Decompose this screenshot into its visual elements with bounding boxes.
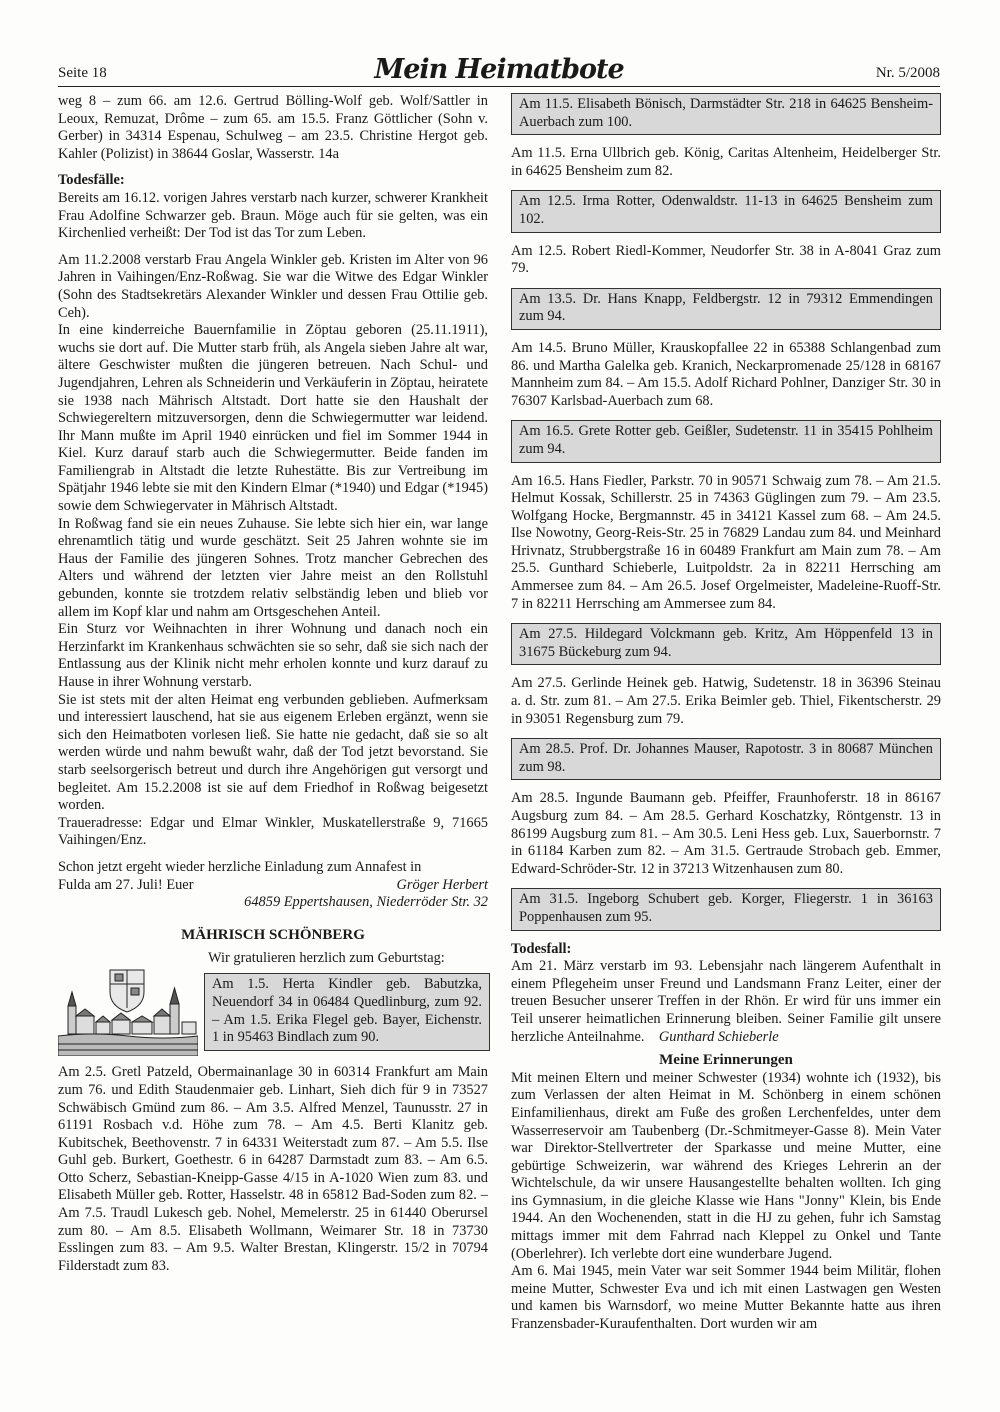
- obituary-leiter-signer: Gunthard Schieberle: [658, 1028, 779, 1045]
- intro-birthdays: weg 8 – zum 66. am 12.6. Gertrud Bölling-Wolf geb. Wolf/Sattler in Leoux, Remuzat, Drôme – zum 65. am 15.5. Franz Göttlicher (Sohn v. Gerber) in 34314 Espenau, Schulweg – am 23.5. Christine Hergot geb. Kahler (Polizist) in 38644 Goslar, Wasserstr. 14a: [58, 93, 488, 162]
- erinnerungen-paragraph-1: Mit meinen Eltern und meiner Schwester (1934) wohnte ich (1932), bis zum Verlassen der alten Heimat in M. Schönberg in einem schönen Einfamilienhaus, direkt am Fuße des großen Lerchenfeldes, unter dem Wasserreservoir am Taubenberg (Dr.-Schmitmeyer-Gasse 8). Mein Vater war Direktor-Stellvertreter der Sparkasse und meine Mutter, eine gebürtige Schweizerin, war während des Krieges Lehrerin an der Wichtelschule, da wir unsere Hausangestellte behalten wollten. Ich ging ins Gymnasium, in die gleiche Klasse wie Hans "Jonny" Klein, bis Ende 1944. An den Wochenenden, statt in die HJ zu gehen, fuhr ich Samstag mittags immer mit dem Fahrrad nach Kleppel zu Onkel und Tante (Oberlehrer). Ich verlebte dort eine wunderbare Jugend.: [511, 1069, 941, 1262]
- masthead-title: Mein Heimatbote: [374, 54, 624, 85]
- obituary-winkler-intro: Am 11.2.2008 verstarb Frau Angela Winkler geb. Kristen im Alter von 96 Jahren in Vaihingen/Enz-Roßwag. Sie war die Witwe des Edgar Winkler (Sohn des Stadtsekretärs Alexander Winkler und dessen Frau Ottilie geb. Ceh).: [58, 251, 488, 321]
- obituary-winkler-rosswag: In Roßwag fand sie ein neues Zuhause. Sie lebte sich hier ein, war lange ehrenamtlich tätig und wurde geschätzt. Seit 25 Jahren wohnte sie im Haus der Familie des jüngeren Sohnes. Trotz mancher Gebrechen des Alters und während der letzten vier Jahre meist an den Rollstuhl gebunden, konnte sie trotzdem relativ selbständig leben und blieb vor allem im Kopf klar und nahm am Ortsgeschehen Anteil.: [58, 515, 488, 620]
- birthday-box-rotter-grete: Am 16.5. Grete Rotter geb. Geißler, Sudetenstr. 11 in 35415 Pohlheim zum 94.: [511, 420, 941, 462]
- birthday-box-volckmann: Am 27.5. Hildegard Volckmann geb. Kritz, Am Höppenfeld 13 in 31675 Bückeburg zum 94.: [511, 623, 941, 665]
- todesfall-heading: Todesfall:: [511, 940, 572, 957]
- left-column: [58, 93, 488, 1275]
- erinnerungen-paragraph-2: Am 6. Mai 1945, mein Vater war seit Sommer 1944 beim Militär, flohen meine Mutter, Schwester Eva und ich mit einen Lastwagen gen Westen und kamen bis Warnsdorf, wo meine Mutter Bekannte hatte aus ihren Franzensbader-Kuraufenthalten. Dort wurden wir am: [511, 1263, 941, 1333]
- birthdays-may-list: Am 2.5. Gretl Patzeld, Obermainanlage 30 in 60314 Frankfurt am Main zum 76. und Edith Staudenmaier geb. Linhart, Sieh dich für 9 in 73527 Schwäbisch Gmünd zum 86. – Am 3.5. Alfred Menzel, Taunusstr. 27 in 61191 Rosbach v.d. Höhe zum 78. – Am 4.5. Berti Klanitz geb. Kubitschek, Beethovenstr. 7 in 64331 Weiterstadt zum 87. – Am 5.5. Ilse Guhl geb. Burkert, Goethestr. 6 in 64287 Darmstadt zum 83. – Am 6.5. Otto Scherz, Sebastian-Kneipp-Gasse 4/15 in A-1020 Wien zum 83. und Elisabeth Müller geb. Rotter, Hasselstr. 48 in 65812 Bad-Soden zum 82. – Am 7.5. Traudl Lukesch geb. Nohel, Memelerstr. 25 in 61440 Oberursel zum 80. – Am 8.5. Elisabeth Wollmann, Weimarer Str. 18 in 73730 Esslingen zum 83. – Am 9.5. Walter Brestan, Klingerstr. 15/2 in 70794 Filderstadt zum 83.: [58, 1064, 488, 1274]
- invitation-text: Fulda am 27. Juli! Euer: [58, 876, 194, 893]
- birthday-list-28-31: Am 28.5. Ingunde Baumann geb. Pfeiffer, Fraunhoferstr. 18 in 86167 Augsburg zum 84. – Am 28.5. Gerhard Koschatzky, Röntgenstr. 13 in 86199 Augsburg zum 81. – Am 30.5. Leni Hess geb. Lux, Sauerbornstr. 7 in 61184 Karben zum 82. – Am 31.5. Gertraude Strobach geb. Emmer, Edward-Schröder-Str. 12 in 37213 Witzenhausen zum 80.: [511, 790, 941, 877]
- obituary-winkler-illness: Ein Sturz vor Weihnachten in ihrer Wohnung und danach noch ein Herzinfarkt im Krankenhaus schwächten sie so sehr, daß sie sich nach der Entlassung aus der Klinik nicht mehr erholen konnte und kurz darauf zu Hause in ihrer Wohnung verstarb.: [58, 621, 488, 690]
- town-skyline-illustration: [58, 964, 198, 1056]
- birthday-box-knapp: Am 13.5. Dr. Hans Knapp, Feldbergstr. 12 in 79312 Emmendingen zum 94.: [511, 288, 941, 330]
- obituary-winkler-youth: In eine kinderreiche Bauernfamilie in Zöptau geboren (25.11.1911), wuchs sie dort auf. Die Mutter starb früh, als Angela sieben Jahre alt war, ältere Geschwister mußten die jüngeren betreuen. Nach Schul- und Jugendjahren, Lehren als Schneiderin und Verkäuferin in Zöptau, heiratete sie 1938 nach Mährisch Altstadt. Dort hatte sie den Haushalt der Schwiegereltern mitzuversorgen, denn die Schwiegermutter war leidend. Ihr Mann mußte im April 1940 einrücken und fiel im Sommer 1944 in Kiel. Kurz darauf starb auch die Schwiegermutter. Beide fanden im Familiengrab in Altstadt die letzte Ruhestätte. Bis zur Vertreibung im Spätjahr 1946 lebte sie mit den Kindern Elmar (*1940) und Edgar (*1945) sowie dem Schwiegervater in Mährisch Altstadt.: [58, 322, 488, 515]
- birthday-box-boenisch: Am 11.5. Elisabeth Bönisch, Darmstädter Str. 218 in 64625 Bensheim-Auerbach zum 100.: [511, 93, 941, 135]
- obituary-winkler-heimat: Sie ist stets mit der alten Heimat eng verbunden geblieben. Aufmerksam und interessiert lauschend, hat sie aus eigenem Erleben ergänzt, wenn sie sich den Heimatboten vorlesen ließ. Sie hatte nie gedacht, daß sie so alt werden würde und nahm bewußt wahr, daß der Tod jetzt bevorstand. Sie starb seelsorgerisch betreut und durch ihre Angehörigen gut versorgt und begleitet. Am 15.2.2008 ist sie auf dem Friedhof in Roßwag beigesetzt worden.: [58, 691, 488, 814]
- issue-number: Nr. 5/2008: [875, 65, 940, 81]
- birthday-heinek-beimler: Am 27.5. Gerlinde Heinek geb. Hatwig, Sudetenstr. 18 in 36396 Steinau a. d. Str. zum 81. – Am 27.5. Erika Beimler geb. Thiel, Fikentscherstr. 29 in 93051 Regensburg zum 79.: [511, 675, 941, 727]
- town-block: [58, 950, 488, 1058]
- obituary-leiter: [511, 958, 941, 1046]
- page-number: Seite 18: [58, 65, 107, 81]
- invitation-line-1: Schon jetzt ergeht wieder herzliche Einladung zum Annafest in: [58, 858, 422, 875]
- birthday-list-16-26: Am 16.5. Hans Fiedler, Parkstr. 70 in 90571 Schwaig zum 78. – Am 21.5. Helmut Kossak, Schillerstr. 25 in 74363 Güglingen zum 79. – Am 23.5. Wolfgang Hocke, Bergmannstr. 45 in 34121 Kassel zum 68. – Am 24.5. Ilse Nowotny, Georg-Reis-Str. 25 in 76829 Landau zum 84. und Meinhard Hrivnatz, Strubbergstraße 16 in 60489 Frankfurt am Main zum 78. – Am 25.5. Gunthard Schieberle, Luitpoldstr. 2a in 82211 Herrsching am Ammersee zum 84. – Am 26.5. Josef Orgelmeister, Madeleine-Ruoff-Str. 7 in 82211 Herrsching am Ammersee zum 84.: [511, 472, 941, 612]
- birthday-box-mauser: Am 28.5. Prof. Dr. Johannes Mauser, Rapotostr. 3 in 80687 München zum 98.: [511, 738, 941, 780]
- invitation-signer: Gröger Herbert: [396, 876, 488, 893]
- invitation-address: 64859 Eppertshausen, Niederröder Str. 32: [244, 894, 488, 911]
- birthday-mueller-galelka-pohlner: Am 14.5. Bruno Müller, Krauskopfallee 22 in 65388 Schlangenbad zum 86. und Martha Galelka geb. Kranich, Neckarpromenade 25/128 in 68167 Mannheim zum 84. – Am 15.5. Adolf Richard Pohlner, Danziger Str. 30 in 76307 Karlsbad-Auerbach zum 68.: [511, 339, 941, 409]
- birthday-riedl-kommer: Am 12.5. Robert Riedl-Kommer, Neudorfer Str. 38 in A-8041 Graz zum 79.: [511, 242, 941, 277]
- erinnerungen-heading: Meine Erinnerungen: [659, 1052, 793, 1069]
- birthday-box-rotter-irma: Am 12.5. Irma Rotter, Odenwaldstr. 11-13 in 64625 Bensheim zum 102.: [511, 190, 941, 232]
- invitation-line-2: [58, 877, 488, 895]
- todesfaelle-heading: Todesfälle:: [58, 172, 125, 189]
- obituary-leiter-text: Am 21. März verstarb im 93. Lebensjahr nach längerem Aufenthalt in einem Pflegeheim unser Freund und Landsmann Franz Leiter, einer der treuen Besucher unserer Treffen in der Rhön. Er wird für uns immer ein Teil unserer heimatlichen Erinnerung bleiben. Seiner Familie gilt unsere herzliche Anteilnahme.: [511, 958, 941, 1045]
- birthday-ullbrich: Am 11.5. Erna Ullbrich geb. König, Caritas Altenheim, Heidelberger Str. in 64625 Bensheim zum 82.: [511, 145, 941, 179]
- congratulations-intro: Wir gratulieren herzlich zum Geburtstag:: [208, 950, 445, 967]
- section-title-maehrisch-schoenberg: MÄHRISCH SCHÖNBERG: [181, 926, 365, 943]
- page-header: [58, 48, 940, 87]
- mourning-address: Traueradresse: Edgar und Elmar Winkler, Muskatellerstraße 9, 71665 Vaihingen/Enz.: [58, 814, 488, 849]
- birthday-box-kindler: Am 1.5. Herta Kindler geb. Babutzka, Neuendorf 34 in 06484 Quedlinburg, zum 92. – Am 1.5. Erika Flegel geb. Bayer, Eichenstr. 1 in 95463 Bindlach zum 90.: [204, 973, 490, 1050]
- birthday-box-schubert: Am 31.5. Ingeborg Schubert geb. Korger, Fliegerstr. 1 in 36163 Poppenhausen zum 95.: [511, 888, 941, 930]
- right-column: [511, 93, 941, 1334]
- obituary-schwarzer: Bereits am 16.12. vorigen Jahres verstarb nach kurzer, schwerer Krankheit Frau Adolfine Schwarzer geb. Braun. Möge auch für sie gelten, was ein Kirchenlied verheißt: Der Tod ist das Tor zum Leben.: [58, 189, 488, 242]
